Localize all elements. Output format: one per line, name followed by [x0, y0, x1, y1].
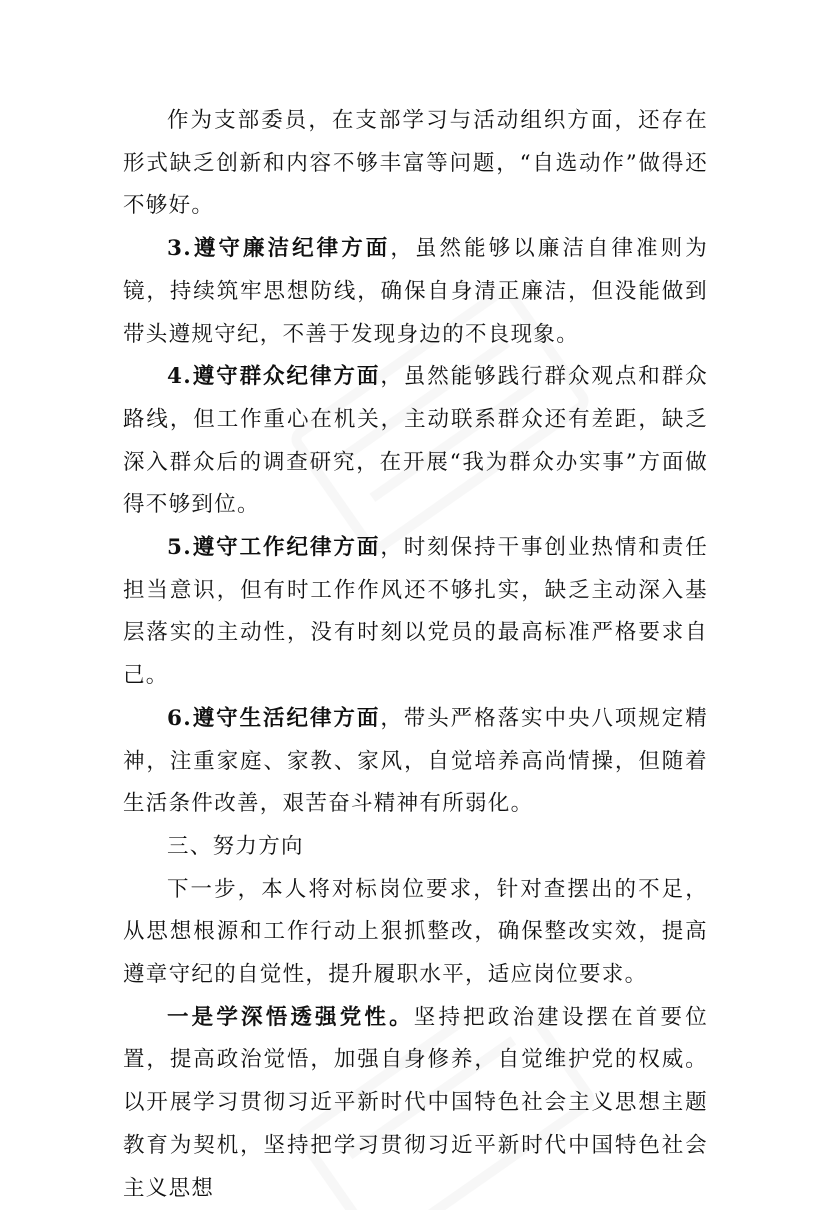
paragraph-text: ，带头严格落实中央八项规定精神，注重家庭、家教、家风，自觉培养高尚情操，但随着生活条件改善，艰苦奋斗精神有所弱化。	[123, 705, 709, 817]
paragraph-lead: 3.遵守廉洁纪律方面	[167, 236, 391, 262]
paragraph-integrity-discipline	[123, 228, 708, 356]
paragraph-strengthen-party-spirit	[123, 997, 708, 1210]
paragraph-lead: 5.遵守工作纪律方面	[167, 535, 381, 561]
paragraph-lead: 6.遵守生活纪律方面	[167, 705, 381, 731]
paragraph-branch-committee	[123, 100, 708, 228]
paragraph-next-steps	[123, 869, 708, 997]
paragraph-lead: 一是学深悟透强党性。	[167, 1004, 414, 1030]
paragraph-text: ，时刻保持干事创业热情和责任担当意识，但有时工作作风还不够扎实，缺乏主动深入基层落实的主动性，没有时刻以党员的最高标准严格要求自己。	[123, 535, 709, 689]
paragraph-lead: 4.遵守群众纪律方面	[167, 364, 381, 390]
document-body	[123, 100, 708, 1210]
paragraph-text: ，虽然能够以廉洁自律准则为镜，持续筑牢思想防线，确保自身清正廉洁，但没能做到带头遵规守纪，不善于发现身边的不良现象。	[123, 236, 708, 347]
paragraph-text: 下一步，本人将对标岗位要求，针对查摆出的不足，从思想根源和工作行动上狠抓整改，确保整改实效，提高遵章守纪的自觉性，提升履职水平，适应岗位要求。	[123, 876, 708, 988]
section-heading: 三、努力方向	[167, 833, 304, 859]
paragraph-text: 坚持把政治建设摆在首要位置，提高政治觉悟，加强自身修养，自觉维护党的权威。以开展学习贯彻习近平新时代中国特色社会主义思想主题教育为契机，坚持把学习贯彻习近平新时代中国特色社会主义思想	[123, 1004, 708, 1201]
paragraph-work-discipline	[123, 527, 708, 698]
paragraph-text: ，虽然能够践行群众观点和群众路线，但工作重心在机关，主动联系群众还有差距，缺乏深入群众后的调查研究，在开展“我为群众办实事”方面做得不够到位。	[123, 364, 709, 518]
paragraph-life-discipline	[123, 698, 708, 826]
paragraph-mass-discipline	[123, 356, 708, 527]
paragraph-text: 作为支部委员，在支部学习与活动组织方面，还存在形式缺乏创新和内容不够丰富等问题，“自选动作”做得还不够好。	[123, 108, 708, 219]
